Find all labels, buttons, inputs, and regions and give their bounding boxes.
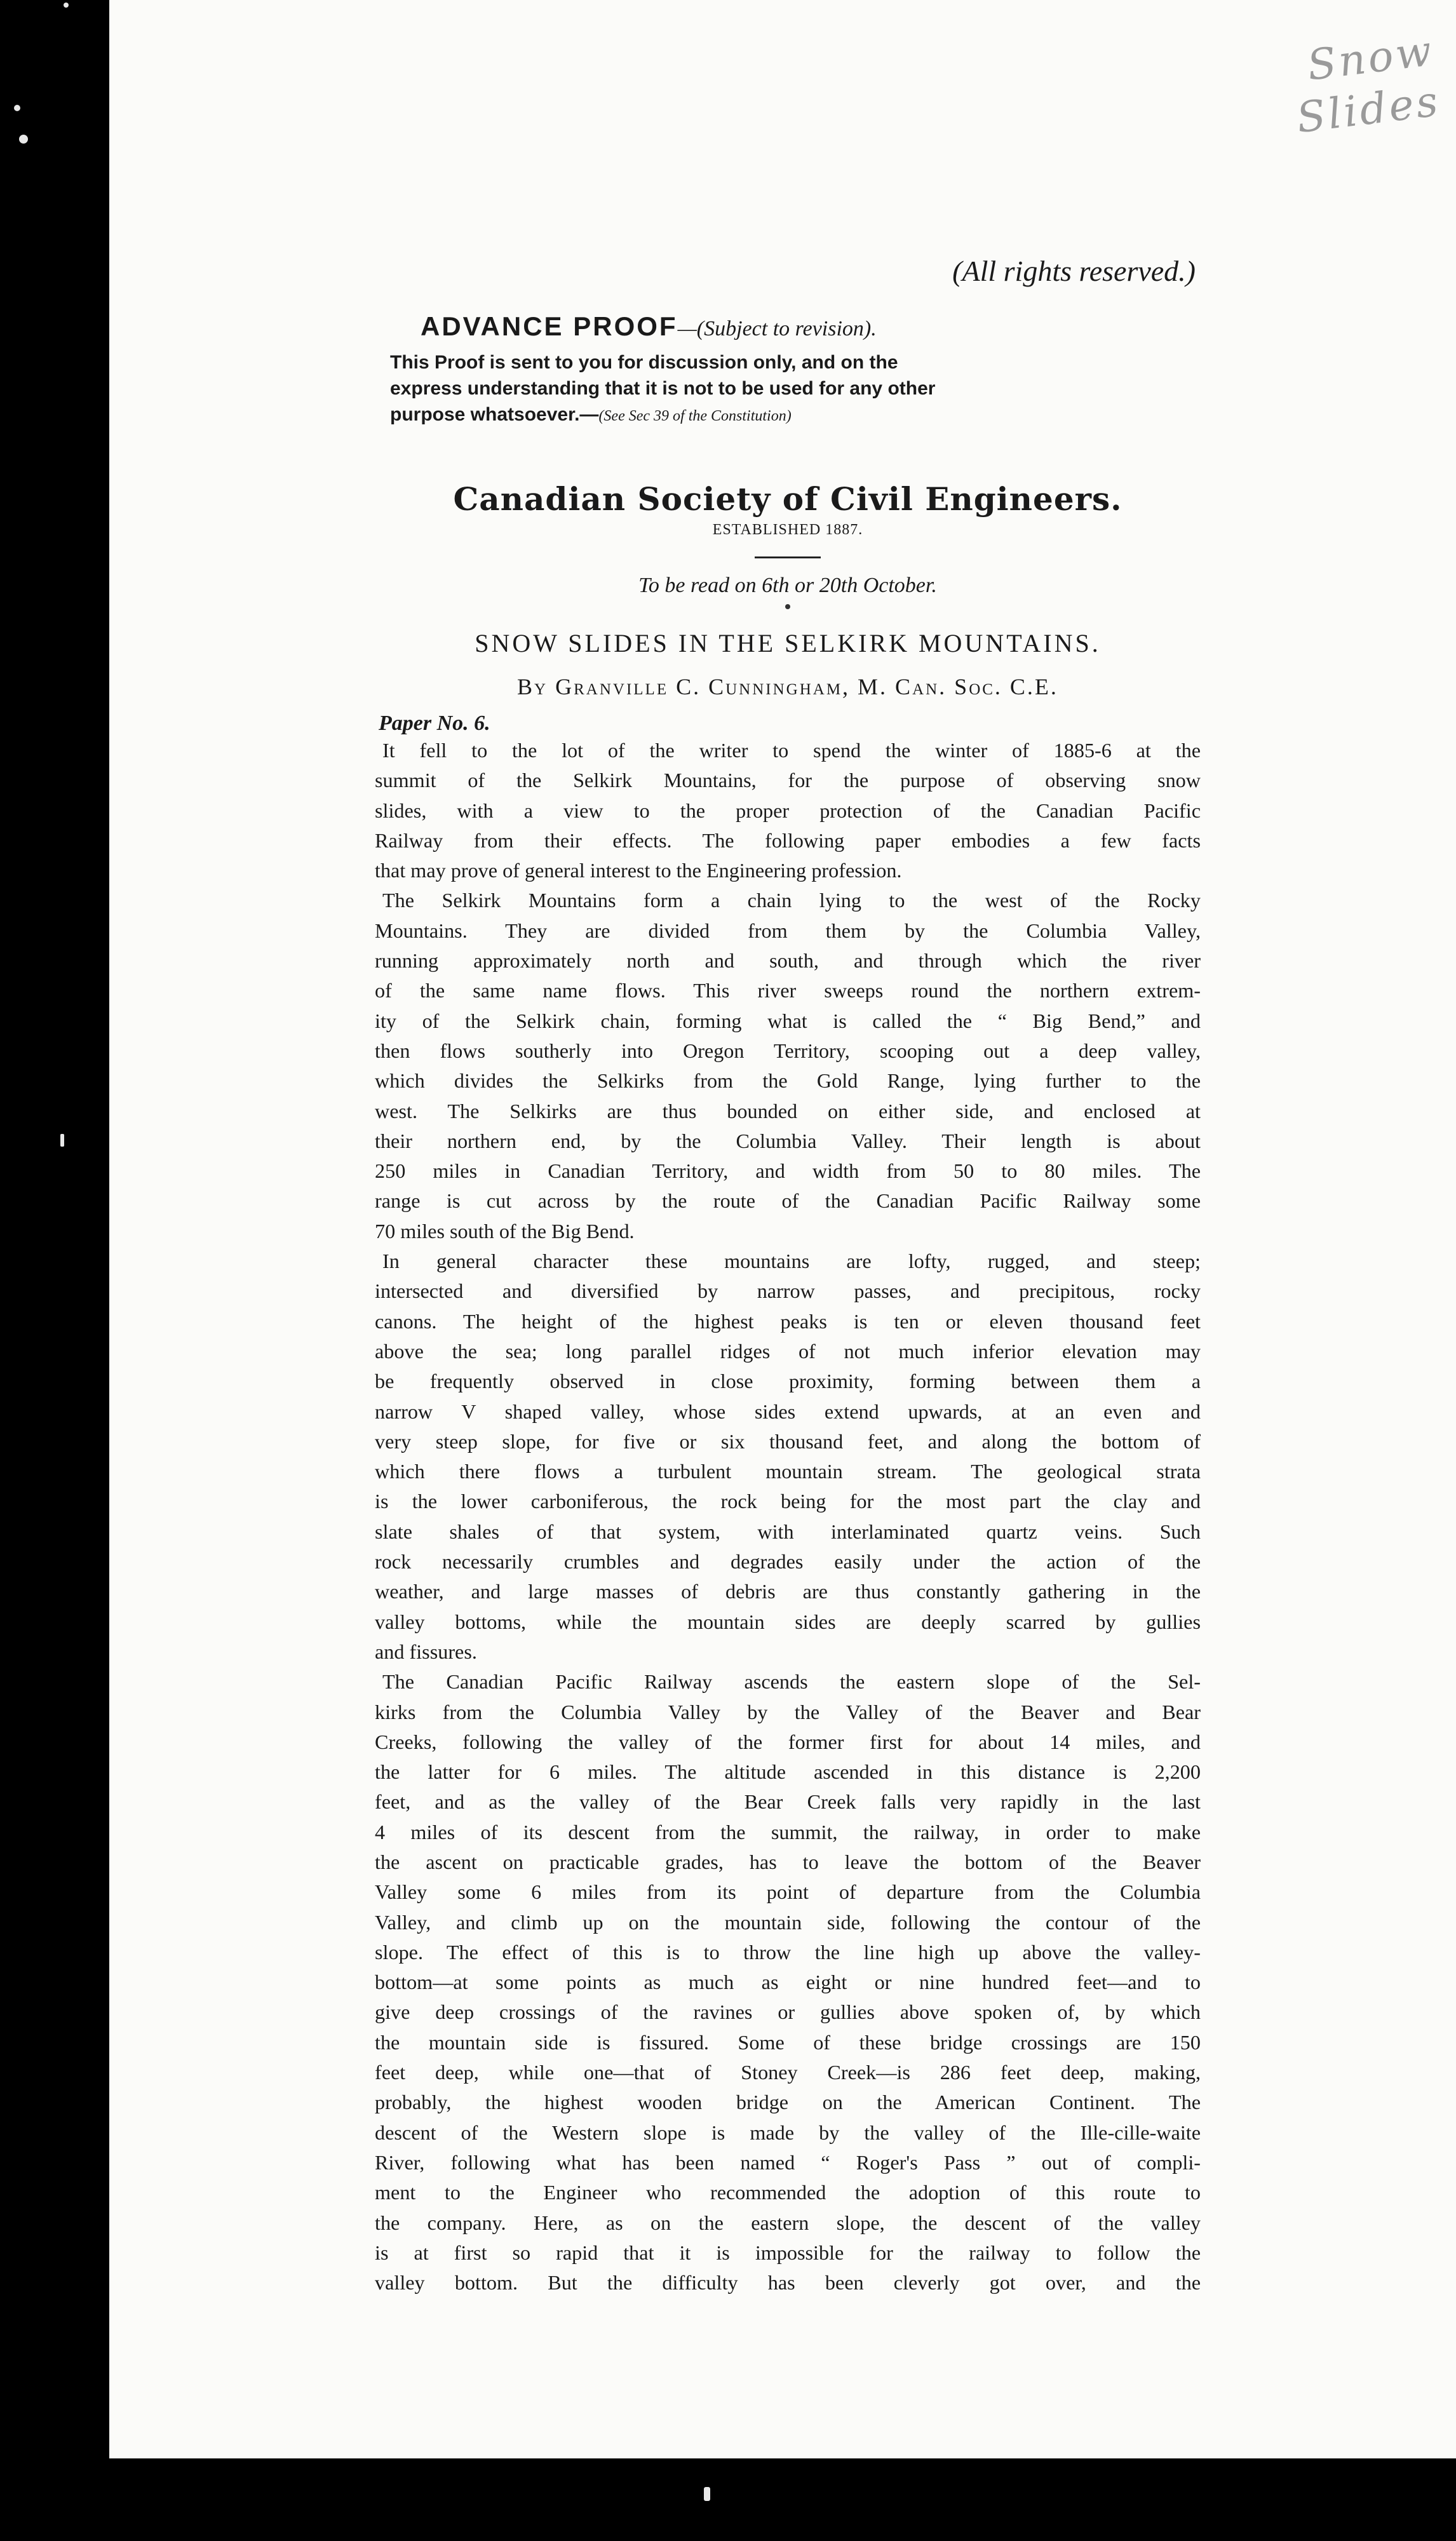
paper-number: Paper No. 6. <box>379 711 490 735</box>
scan-speck <box>14 105 20 111</box>
text-line: above the sea; long parallel ridges of not much inferior elevation may <box>375 1339 1201 1363</box>
scan-speck <box>19 135 28 144</box>
established-line: ESTABLISHED 1887. <box>712 522 863 538</box>
text-line: slope. The effect of this is to throw the line high up above the valley- <box>375 1940 1201 1964</box>
paragraph <box>375 1667 1201 2298</box>
text-line: west. The Selkirks are thus bounded on either side, and enclosed at <box>375 1099 1201 1122</box>
paper-title: SNOW SLIDES IN THE SELKIRK MOUNTAINS. <box>475 629 1101 657</box>
text-line: then flows southerly into Oregon Territory, scooping out a deep valley, <box>375 1039 1201 1062</box>
text-line: that may prove of general interest to the Engineering profession. <box>375 859 902 882</box>
text-line: Valley, and climb up on the mountain side, following the contour of the <box>375 1910 1201 1934</box>
rights-notice: (All rights reserved.) <box>952 255 1196 287</box>
read-date: To be read on 6th or 20th October. <box>638 574 937 597</box>
paragraph <box>375 886 1201 1246</box>
text-line: very steep slope, for five or six thousand feet, and along the bottom of <box>375 1429 1201 1453</box>
advance-proof-heading <box>421 311 1201 342</box>
text-line: canons. The height of the highest peaks is ten or eleven thousand feet <box>375 1309 1201 1333</box>
proof-note-line: express understanding that it is not to be used for any other <box>390 378 936 399</box>
text-line: which there flows a turbulent mountain stream. The geological strata <box>375 1460 1201 1483</box>
proof-note-line-last <box>390 401 1188 429</box>
text-line: The Selkirk Mountains form a chain lying to the west of the Rocky <box>382 889 1201 912</box>
text-line: narrow V shaped valley, whose sides extend upwards, at an even and <box>375 1399 1201 1423</box>
proof-note-line: This Proof is sent to you for discussion only, and on the <box>390 352 898 373</box>
proof-title: ADVANCE PROOF <box>421 311 678 341</box>
text-line: Creeks, following the valley of the former first for about 14 miles, and <box>375 1730 1201 1753</box>
text-line: 4 miles of its descent from the summit, the railway, in order to make <box>375 1820 1201 1843</box>
scan-speck <box>64 3 69 8</box>
text-line: slides, with a view to the proper protection of the Canadian Pacific <box>375 799 1201 822</box>
text-line: descent of the Western slope is made by the valley of the Ille-cille-waite <box>375 2120 1201 2144</box>
text-line: bottom—at some points as much as eight or nine hundred feet—and to <box>375 1971 1201 1994</box>
text-line: River, following what has been named “ Roger's Pass ” out of compli- <box>375 2150 1201 2174</box>
text-line: rock necessarily crumbles and degrades easily under the action of the <box>375 1550 1201 1574</box>
constitution-reference: (See Sec 39 of the Constitution) <box>598 408 792 424</box>
handwritten-annotation <box>1241 25 1442 143</box>
text-line: weather, and large masses of debris are thus constantly gathering in the <box>375 1580 1201 1603</box>
text-line: It fell to the lot of the writer to spend the winter of 1885-6 at the <box>382 739 1201 762</box>
text-line: be frequently observed in close proximity, forming between them a <box>375 1370 1201 1393</box>
text-line: intersected and diversified by narrow passes, and precipitous, rocky <box>375 1279 1201 1303</box>
text-line: valley bottoms, while the mountain sides are deeply scarred by gullies <box>375 1610 1201 1633</box>
text-line: 70 miles south of the Big Bend. <box>375 1219 635 1243</box>
text-line: In general character these mountains are lofty, rugged, and steep; <box>382 1250 1201 1273</box>
scan-speck <box>60 1134 64 1147</box>
handwritten-line: Slides <box>1293 76 1443 143</box>
text-line: the company. Here, as on the eastern slope, the descent of the valley <box>375 2211 1201 2234</box>
text-line: ity of the Selkirk chain, forming what is called the “ Big Bend,” and <box>375 1009 1201 1032</box>
paragraph <box>375 736 1201 886</box>
text-line: ment to the Engineer who recommended the adoption of this route to <box>375 2181 1201 2204</box>
text-line: the mountain side is fissured. Some of these bridge crossings are 150 <box>375 2030 1201 2054</box>
text-line: of the same name flows. This river sweeps round the northern extrem- <box>375 979 1201 1002</box>
text-line: give deep crossings of the ravines or gullies above spoken of, by which <box>375 2000 1201 2024</box>
handwritten-line: Snow <box>1304 25 1437 90</box>
text-line: Railway from their effects. The following paper embodies a few facts <box>375 828 1201 852</box>
scanned-page <box>109 0 1456 2458</box>
text-line: 250 miles in Canadian Territory, and width from 50 to 80 miles. The <box>375 1159 1201 1183</box>
paragraph <box>375 1246 1201 1667</box>
text-line: Valley some 6 miles from its point of departure from the Columbia <box>375 1880 1201 1904</box>
text-line: valley bottom. But the difficulty has been cleverly got over, and the <box>375 2271 1201 2295</box>
text-line: range is cut across by the route of the Canadian Pacific Railway some <box>375 1189 1201 1213</box>
text-line: Mountains. They are divided from them by the Columbia Valley, <box>375 919 1201 942</box>
text-line: summit of the Selkirk Mountains, for the purpose of observing snow <box>375 769 1201 792</box>
article-text <box>375 736 1201 2298</box>
text-line: kirks from the Columbia Valley by the Valley of the Beaver and Bear <box>375 1700 1201 1723</box>
proof-note-line: purpose whatsoever.— <box>390 404 599 425</box>
document-body <box>375 254 1201 2298</box>
proof-notice <box>390 349 1188 429</box>
text-line: the latter for 6 miles. The altitude ascended in this distance is 2,200 <box>375 1760 1201 1784</box>
scan-speck <box>704 2487 710 2501</box>
text-line: and fissures. <box>375 1640 477 1663</box>
text-line: their northern end, by the Columbia Valley. Their length is about <box>375 1129 1201 1152</box>
text-line: the ascent on practicable grades, has to leave the bottom of the Beaver <box>375 1850 1201 1873</box>
text-line: feet deep, while one—that of Stoney Creek—is 286 feet deep, making, <box>375 2061 1201 2084</box>
text-line: is the lower carboniferous, the rock being for the most part the clay and <box>375 1490 1201 1513</box>
text-line: is at first so rapid that it is impossible for the railway to follow the <box>375 2241 1201 2264</box>
text-line: The Canadian Pacific Railway ascends the eastern slope of the Sel- <box>382 1670 1201 1694</box>
society-name: Canadian Society of Civil Engineers. <box>453 480 1122 518</box>
text-line: feet, and as the valley of the Bear Creek falls very rapidly in the last <box>375 1790 1201 1814</box>
text-line: which divides the Selkirks from the Gold Range, lying further to the <box>375 1069 1201 1093</box>
divider-rule <box>755 556 821 558</box>
proof-subtitle: —(Subject to revision). <box>677 317 877 340</box>
text-line: running approximately north and south, and through which the river <box>375 949 1201 973</box>
text-line: probably, the highest wooden bridge on the American Continent. The <box>375 2091 1201 2114</box>
text-line: slate shales of that system, with interlaminated quartz veins. Such <box>375 1520 1201 1543</box>
author-byline: By Granville C. Cunningham, M. Can. Soc. C.E. <box>517 674 1058 699</box>
ornament-dot <box>785 604 790 609</box>
